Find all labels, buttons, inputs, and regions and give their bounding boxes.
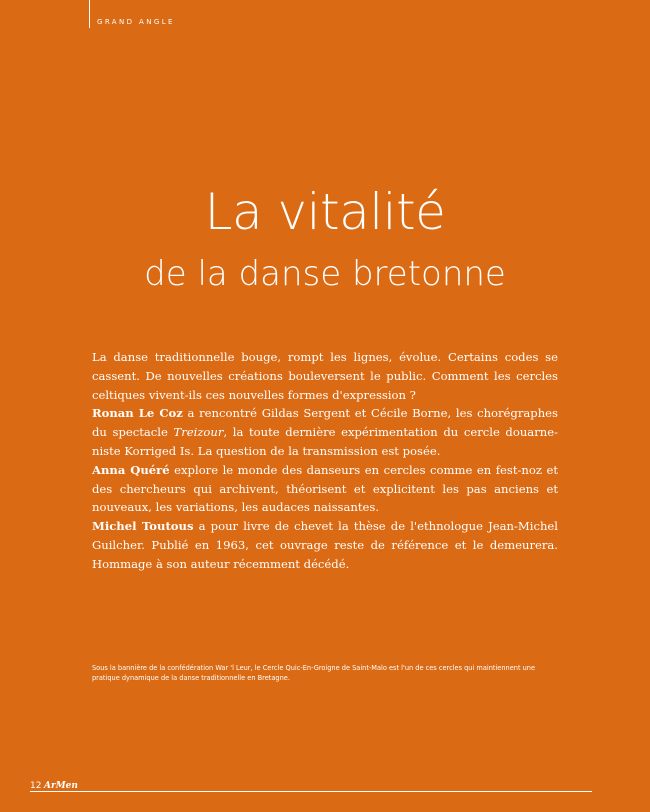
intro-paragraph [92, 461, 558, 517]
author-name: Michel Toutous [92, 519, 194, 534]
article-title: La vitalité [204, 183, 446, 241]
page-number: 12 [30, 781, 42, 791]
author-name: Anna Quéré [92, 462, 170, 477]
article-intro [92, 348, 558, 574]
article-subtitle: de la danse bretonne [144, 254, 506, 294]
intro-paragraph [92, 404, 558, 460]
show-title: Treizour [173, 425, 224, 440]
section-label: GRAND ANGLE [97, 18, 175, 26]
footer-rule [30, 791, 592, 792]
paragraph-text: a pour livre de chevet la thèse de l'ethnologue Jean-Michel Guilcher. Publié en 1963, cet ouvrage reste de référence et le demeurera. Hommage à son auteur récemment décédé. [92, 519, 559, 571]
intro-paragraph [92, 517, 558, 573]
paragraph-text: a rencontré Gildas Sergent et Cécile Borne, les chorégraphes du spectacle [92, 406, 558, 440]
header-rule [89, 0, 90, 28]
intro-paragraph: La danse traditionnelle bouge, rompt les lignes, évolue. Certains codes se cassent. De nouvelles créations bouleversent le public. Comment les cercles celtiques vivent-ils ces nouvelles formes d'expression ? [92, 350, 558, 402]
photo-caption: Sous la bannière de la confédération War 'l Leur, le Cercle Quic-En-Groigne de Saint-Malo est l'un de ces cercles qui maintiennent une pratique dynamique de la danse traditionnelle en Bretagne. [92, 664, 536, 683]
magazine-logo: ArMen [44, 781, 78, 791]
author-name: Ronan Le Coz [92, 406, 183, 421]
paragraph-text: , la toute dernière expérimentation du cercle douarne-niste Korriged Is. La question de la transmission est posée. [92, 425, 558, 458]
paragraph-text: explore le monde des danseurs en cercles comme en fest-noz et des chercheurs qui archivent, théorisent et explicitent les pas anciens et nouveaux, les variations, les audaces naissantes. [92, 462, 559, 515]
